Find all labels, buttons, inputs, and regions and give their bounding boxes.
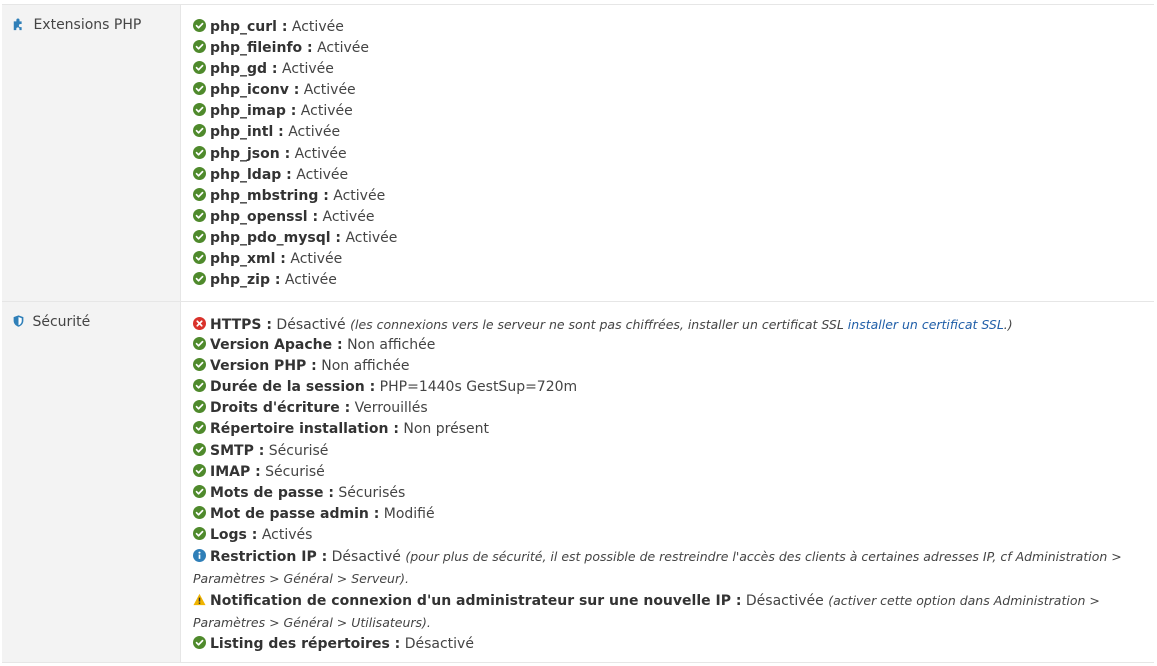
extension-item [193,80,1146,101]
item-name: php_curl : [210,19,288,35]
check-icon [193,251,206,264]
check-icon [193,337,206,350]
security-item [193,462,1146,483]
error-icon [193,317,206,330]
item-value: Activée [281,61,334,78]
item-name: IMAP : [210,463,261,480]
item-value: Activée [296,166,349,183]
item-name: php_imap : [210,103,297,120]
listing-name: Listing des répertoires : [210,636,401,653]
notification-name: Notification de connexion d'un administrateur sur une nouvelle IP : [210,593,742,610]
notification-note: (activer cette option dans Administration > Paramètres > Général > Utilisateurs). [193,593,1100,631]
extension-item [193,249,1146,270]
check-icon [193,400,206,413]
extension-item [193,122,1146,143]
warning-icon [193,593,206,606]
security-item [193,483,1146,504]
listing-item [193,634,1146,655]
check-icon [193,506,206,519]
item-value: Activée [288,124,341,141]
item-value: Sécurisés [338,484,406,501]
https-note [350,317,1013,332]
check-icon [193,443,206,456]
item-value: Non présent [403,421,489,438]
extensions-row [2,5,1154,301]
item-name: Durée de la session : [210,379,376,396]
security-row [2,302,1154,662]
item-value: Non affichée [347,337,436,354]
item-name: php_openssl : [210,208,319,225]
item-value: Activée [322,208,375,225]
check-icon [193,485,206,498]
item-value: Activée [284,272,337,289]
https-value: Désactivé [276,317,346,333]
extension-item [193,59,1146,80]
restriction-name: Restriction IP : [210,549,328,566]
extension-item [193,38,1146,59]
item-name: Droits d'écriture : [210,400,351,417]
security-item [193,356,1146,377]
item-name: php_intl : [210,124,284,141]
item-name: php_ldap : [210,166,292,183]
item-name: php_fileinfo : [210,40,313,57]
security-items [193,335,1146,546]
item-name: SMTP : [210,442,265,459]
listing-value: Désactivé [404,636,474,653]
check-icon [193,19,206,32]
check-icon [193,103,206,116]
check-icon [193,124,206,137]
security-item [193,525,1146,546]
item-value: Activée [291,19,344,35]
item-value: Sécurisé [268,442,329,459]
item-name: Version Apache : [210,337,343,354]
item-value: Activée [345,229,398,246]
ssl-link[interactable]: installer un certificat SSL [847,317,1004,332]
check-icon [193,358,206,371]
item-name: php_pdo_mysql : [210,229,342,246]
extensions-content [181,5,1154,301]
restriction-item [193,546,1146,590]
extensions-label-text: Extensions PHP [33,17,142,33]
check-icon [193,167,206,180]
info-icon [193,549,206,562]
extensions-label-cell [2,5,181,301]
extension-item [193,101,1146,122]
security-label-cell [2,302,181,662]
restriction-note: (pour plus de sécurité, il est possible de restreindre l'accès des clients à certaines adresses IP, cf Administration > Paramètres > Général > Serveur). [193,549,1122,587]
item-name: php_iconv : [210,82,300,99]
security-list [193,314,1146,656]
check-icon [193,272,206,285]
extensions-list [193,17,1146,291]
item-name: Mots de passe : [210,484,334,501]
item-name: Logs : [210,526,258,543]
item-value: Activée [303,82,356,99]
check-icon [193,188,206,201]
item-value: Activée [317,40,370,57]
item-name: php_mbstring : [210,187,329,204]
security-label-text: Sécurité [32,314,91,330]
item-value: Sécurisé [265,463,325,480]
security-item [193,419,1146,440]
item-value: Activés [261,526,313,543]
item-value: Activée [294,145,347,162]
item-name: Mot de passe admin : [210,505,380,522]
notification-item [193,590,1146,634]
extension-item [193,207,1146,228]
check-icon [193,636,206,649]
check-icon [193,230,206,243]
check-icon [193,421,206,434]
check-icon [193,209,206,222]
extensions-label [12,17,141,33]
security-item [193,398,1146,419]
item-name: php_json : [210,145,291,162]
restriction-value: Désactivé [331,549,401,566]
extension-item [193,17,1146,38]
check-icon [193,61,206,74]
item-name: Répertoire installation : [210,421,399,438]
security-label [12,314,90,330]
security-content [181,302,1154,662]
item-name: php_zip : [210,272,281,289]
check-icon [193,40,206,53]
https-name: HTTPS : [210,317,272,333]
security-item [193,441,1146,462]
check-icon [193,527,206,540]
check-icon [193,464,206,477]
check-icon [193,146,206,159]
extension-item [193,186,1146,207]
https-note-end: .) [1003,317,1013,332]
security-item [193,377,1146,398]
item-value: Modifié [383,505,435,522]
security-item [193,335,1146,356]
https-item [193,314,1146,335]
item-value: PHP=1440s GestSup=720m [379,379,578,396]
item-value: Activée [300,103,353,120]
item-value: Verrouillés [354,400,428,417]
shield-icon [12,314,25,328]
puzzle-icon [12,17,26,31]
check-icon [193,379,206,392]
item-name: Version PHP : [210,358,317,375]
extension-item [193,270,1146,291]
item-value: Activée [333,187,386,204]
item-value: Activée [290,251,343,268]
check-icon [193,82,206,95]
security-item [193,504,1146,525]
extension-item [193,228,1146,249]
bottom-divider [2,662,1154,663]
item-value: Non affichée [321,358,410,375]
item-name: php_gd : [210,61,278,78]
extension-item [193,144,1146,165]
extension-item [193,165,1146,186]
notification-value: Désactivée [745,593,824,610]
https-note-text: (les connexions vers le serveur ne sont pas chiffrées, installer un certificat SSL [350,317,848,332]
item-name: php_xml : [210,251,286,268]
